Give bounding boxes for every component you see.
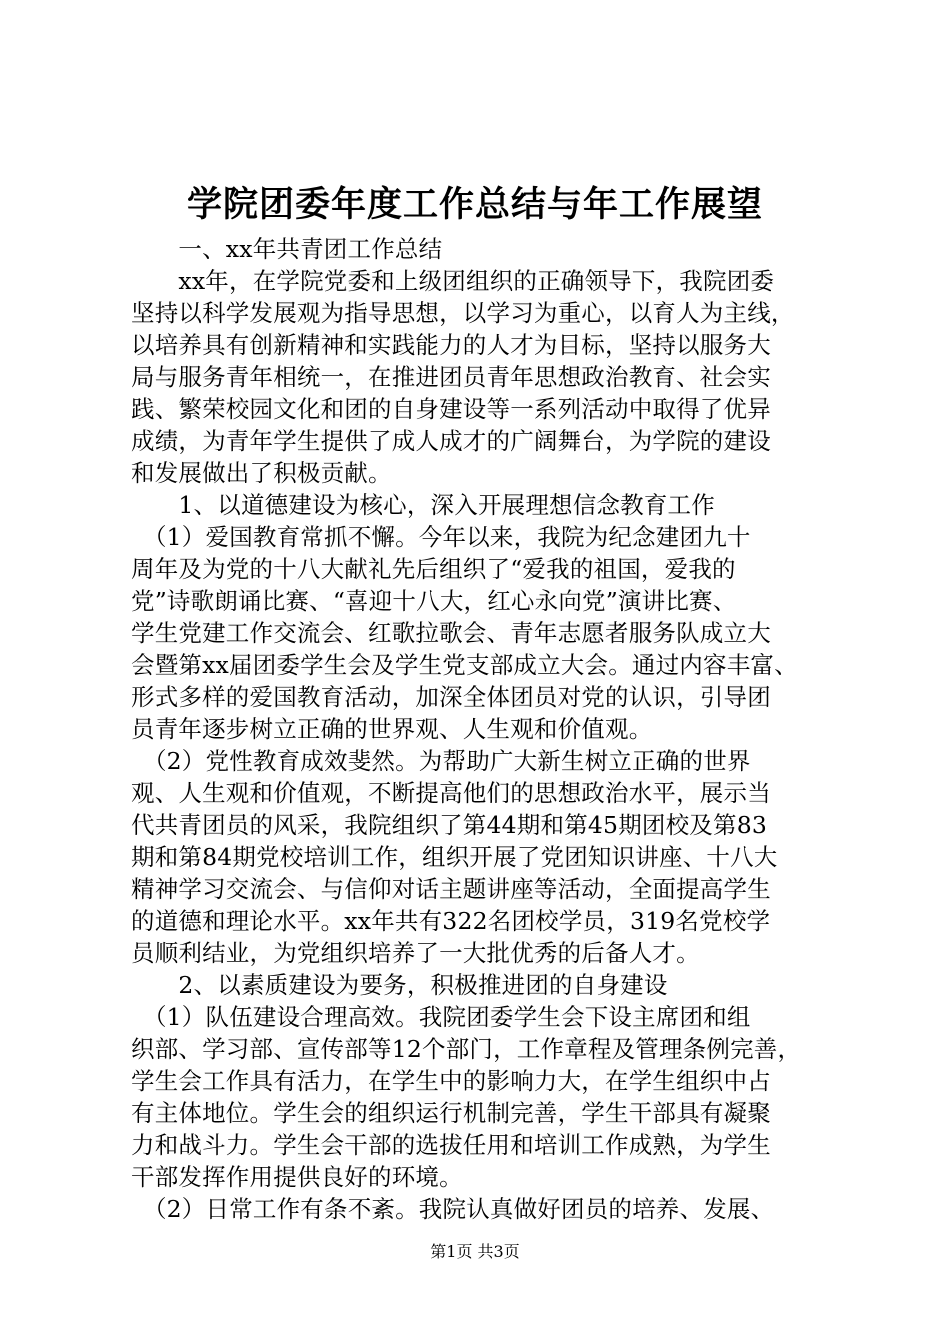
text-line: 党”诗歌朗诵比赛、“喜迎十八大，红心永向党”演讲比赛、 xyxy=(131,587,737,615)
text-line: 干部发挥作用提供良好的环境。 xyxy=(131,1163,463,1191)
document-title: 学院团委年度工作总结与年工作展望 xyxy=(186,184,763,225)
page-footer: 第1页 共3页 xyxy=(430,1242,520,1261)
text-line: 力和战斗力。学生会干部的选拔任用和培训工作成熟，为学生 xyxy=(131,1131,771,1159)
text-line: 践、繁荣校园文化和团的自身建设等一系列活动中取得了优异 xyxy=(131,395,771,423)
text-line: 学生党建工作交流会、红歌拉歌会、青年志愿者服务队成立大 xyxy=(131,619,771,647)
text-line: （1）爱国教育常抓不懈。今年以来，我院为纪念建团九十 xyxy=(131,523,751,551)
text-line: 局与服务青年相统一，在推进团员青年思想政治教育、社会实 xyxy=(131,363,771,391)
text-line: 期和第84期党校培训工作，组织开展了党团知识讲座、十八大 xyxy=(131,843,778,871)
text-line: 有主体地位。学生会的组织运行机制完善，学生干部具有凝聚 xyxy=(131,1099,771,1127)
text-line: 1、以道德建设为核心，深入开展理想信念教育工作 xyxy=(131,491,715,519)
text-line: 精神学习交流会、与信仰对话主题讲座等活动，全面提高学生 xyxy=(131,875,771,903)
text-line: 一、xx年共青团工作总结 xyxy=(131,235,443,263)
text-line: 观、人生观和价值观，不断提高他们的思想政治水平，展示当 xyxy=(131,779,771,807)
text-line: （1）队伍建设合理高效。我院团委学生会下设主席团和组 xyxy=(131,1003,751,1031)
text-line: 周年及为党的十八大献礼先后组织了“爱我的祖国，爱我的 xyxy=(131,555,736,583)
text-line: 员顺利结业，为党组织培养了一大批优秀的后备人才。 xyxy=(131,939,700,967)
text-line: xx年，在学院党委和上级团组织的正确领导下，我院团委 xyxy=(131,267,775,295)
text-line: 学生会工作具有活力，在学生中的影响力大，在学生组织中占 xyxy=(131,1067,771,1095)
text-line: 代共青团员的风采，我院组织了第44期和第45期团校及第83 xyxy=(131,811,768,839)
text-line: （2）党性教育成效斐然。为帮助广大新生树立正确的世界 xyxy=(131,747,751,775)
text-line: 形式多样的爱国教育活动，加深全体团员对党的认识，引导团 xyxy=(131,683,771,711)
text-line: 会暨第xx届团委学生会及学生党支部成立大会。通过内容丰富、 xyxy=(131,651,798,679)
text-line: 成绩，为青年学生提供了成人成才的广阔舞台，为学院的建设 xyxy=(131,427,771,455)
text-line: 以培养具有创新精神和实践能力的人才为目标，坚持以服务大 xyxy=(131,331,771,359)
text-line: 的道德和理论水平。xx年共有322名团校学员，319名党校学 xyxy=(131,907,771,935)
text-line: 织部、学习部、宣传部等12个部门，工作章程及管理条例完善， xyxy=(131,1035,802,1063)
text-line: （2）日常工作有条不紊。我院认真做好团员的培养、发展、 xyxy=(131,1195,775,1223)
text-line: 2、以素质建设为要务，积极推进团的自身建设 xyxy=(131,971,668,999)
text-line: 员青年逐步树立正确的世界观、人生观和价值观。 xyxy=(131,715,653,743)
text-line: 和发展做出了积极贡献。 xyxy=(131,459,392,487)
document-body xyxy=(131,233,861,1225)
text-line: 坚持以科学发展观为指导思想，以学习为重心，以育人为主线， xyxy=(131,299,795,327)
